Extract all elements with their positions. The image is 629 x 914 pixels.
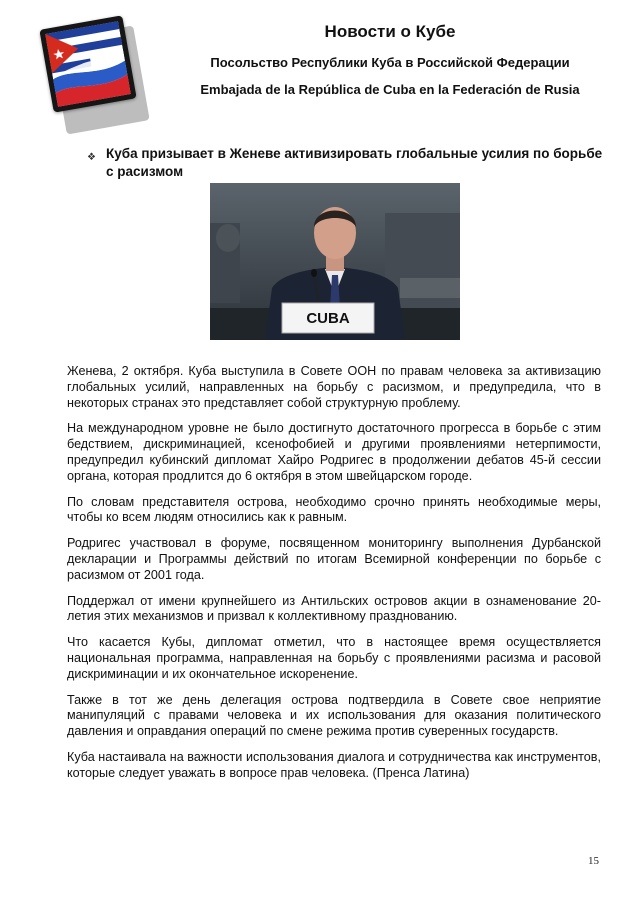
article-headline: Куба призывает в Женеве активизировать глобальные усилия по борьбе с расизмом [106, 146, 603, 179]
paragraph: Поддержал от имени крупнейшего из Антильских островов акции в ознаменование 20-летия этих механизмов и призвал к коллективному празднованию. [67, 593, 601, 624]
diamond-bullet-icon: ❖ [87, 152, 96, 163]
paragraph: На международном уровне не было достигнуто достаточного прогресса в борьбе с этим бедствием, дискриминацией, ксенофобией и другими проявлениями нетерпимости, предупредил кубинский дипломат Хайро Родригес в продолжении дебатов 45-й сессии органа, которая продлится до 6 октября в этом швейцарском городе. [67, 421, 601, 483]
paragraph: Куба настаивала на важности использования диалога и сотрудничества как инструментов, которые следует уважать в вопросе прав человека. (Пренса Латина) [67, 749, 601, 780]
embassy-name-ru: Посольство Республики Куба в Российской Федерации [210, 55, 570, 70]
paragraph: Женева, 2 октября. Куба выступила в Совете ООН по правам человека за активизацию глобальных усилий, направленных на борьбу с расизмом, и предупредила, что в некоторых странах это представляет собой структурную проблему. [67, 364, 601, 410]
page-number: 15 [588, 855, 599, 867]
paragraph: Родригес участвовал в форуме, посвященном мониторингу выполнения Дурбанской декларации и Программы действий по итогам Всемирной конференции по борьбе с расизмом от 2001 года. [67, 536, 601, 582]
paragraph: По словам представителя острова, необходимо срочно принять необходимые меры, чтобы ко всем людям относились как к равным. [67, 494, 601, 525]
logo-frame [39, 15, 136, 112]
paragraph: Также в тот же день делегация острова подтвердила в Совете свое неприятие манипуляций с правами человека и их использования для оказания политического давления и оправдания операций по смене режима против суверенных государств. [67, 692, 601, 739]
logo [44, 16, 144, 134]
cuba-russia-flags-icon [45, 21, 131, 107]
paragraph: Что касается Кубы, дипломат отметил, что в настоящее время осуществляется национальная программа, направленная на борьбу с проявлениями расизма и расовой дискриминации и их окончательное искоренение. [67, 635, 601, 681]
article-photo [210, 183, 460, 340]
embassy-name-es: Embajada de la República de Cuba en la Federación de Rusia [200, 82, 580, 97]
country-placard: CUBA [306, 310, 350, 327]
article-body [67, 364, 601, 792]
page-title: Новости о Кубе [324, 22, 456, 41]
